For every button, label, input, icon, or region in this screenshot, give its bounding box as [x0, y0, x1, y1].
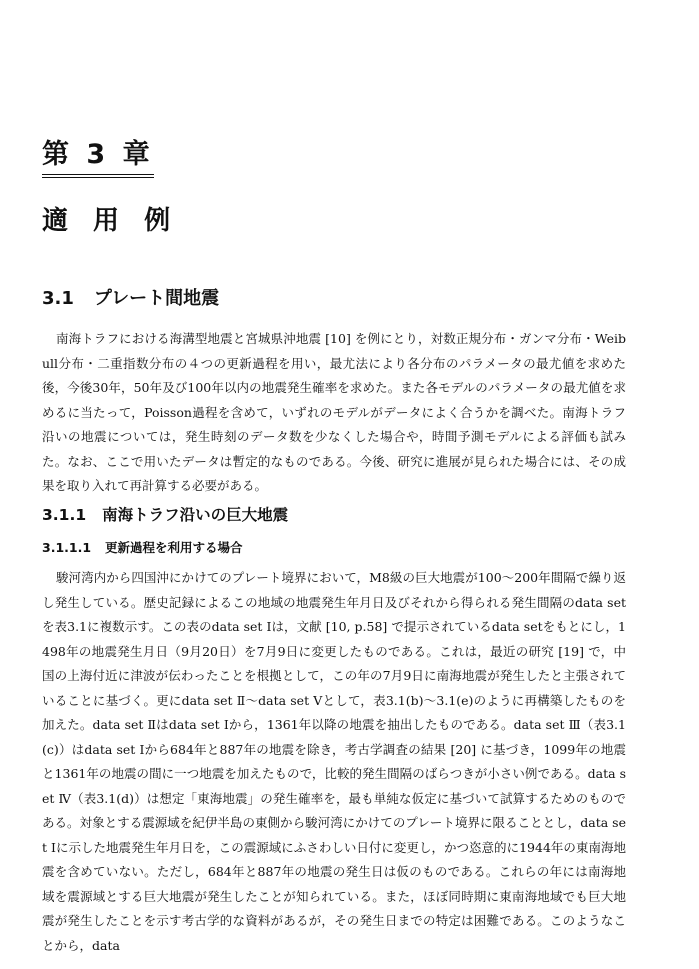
chapter-label: 第 3 章 [42, 138, 154, 178]
section-number: 3.1 [42, 288, 74, 309]
subsection-number: 3.1.1 [42, 506, 87, 524]
section-title: プレート間地震 [93, 288, 220, 309]
chapter-title: 適 用 例 [42, 206, 179, 236]
subsubsection-title: 更新過程を利用する場合 [105, 540, 243, 555]
subsection-title: 南海トラフ沿いの巨大地震 [102, 506, 289, 524]
paragraph-intro: 南海トラフにおける海溝型地震と宮城県沖地震 [10] を例にとり，対数正規分布・ガンマ分布・Weibull分布・二重指数分布の４つの更新過程を用い，最尤法により各分布のパラメータの最尤値を求めた後，今後30年，50年及び100年以内の地震発生確率を求めた。また各モデルのパラメータの最尤値を求めるに当たって，Poisson過程を含めて，いずれのモデルがデータによく合うかを調べた。南海トラフ沿いの地震については，発生時刻のデータ数を少なくした場合や，時間予測モデルによる評価も試みた。なお、ここで用いたデータは暫定的なものである。今後、研究に進展が見られた場合には、その成果を取り入れて再計算する必要がある。 [42, 331, 626, 493]
paragraph-renewal-process: 駿河湾内から四国沖にかけてのプレート境界において，M8級の巨大地震が100〜200年間隔で繰り返し発生している。歴史記録によるこの地域の地震発生年月日及びそれから得られる発生間隔のdata setを表3.1に複数示す。この表のdata set Ⅰは，文献 [10, p.58] で提示されているdata setをもとにし，1498年の地震発生月日（9月20日）を7月9日に変更したものである。これは，最近の研究 [19] で，中国の上海付近に津波が伝わったことを根拠として，この年の7月9日に南海地震が発生したと主張されていることに基づく。更にdata set Ⅱ〜data set Ⅴとして，表3.1(b)〜3.1(e)のように再構築したものを加えた。data set Ⅱはdata set Ⅰから，1361年以降の地震を抽出したものである。data set Ⅲ（表3.1(c)）はdata set Ⅰから684年と887年の地震を除き，考古学調査の結果 [20] に基づき，1099年の地震と1361年の地震の間に一つ地震を加えたもので，比較的発生間隔のばらつきが小さい例である。data set Ⅳ（表3.1(d)）は想定「東海地震」の発生確率を，最も単純な仮定に基づいて試算するためのものである。対象とする震源域を紀伊半島の東側から駿河湾にかけてのプレート境界に限ることとし，data set Ⅰに示した地震発生年月日を，この震源域にふさわしい日付に変更し，かつ恣意的に1944年の東南海地震を含めていない。ただし，684年と887年の地震の発生日は仮のものである。これらの年には南海地域を震源域とする巨大地震が発生したことが知られている。また，ほぼ同時期に東南海地域でも巨大地震が発生したことを示す考古学的な資料があるが，その発生日までの特定は困難である。このようなことから，data [42, 570, 626, 953]
section-heading [42, 286, 219, 312]
subsection-heading [42, 503, 288, 527]
subsubsection-number: 3.1.1.1 [42, 540, 92, 555]
subsubsection-heading [42, 538, 243, 558]
